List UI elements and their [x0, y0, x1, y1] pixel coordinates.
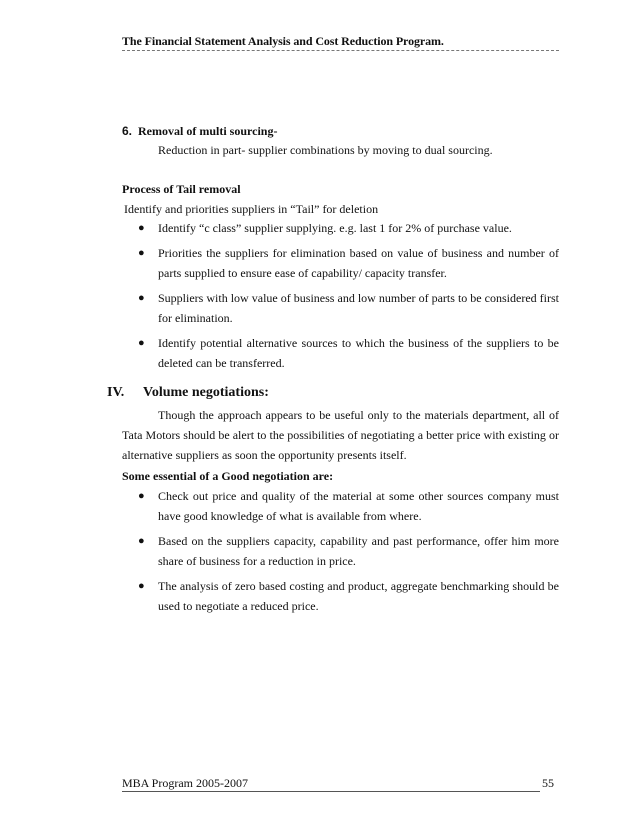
section-6-heading [122, 124, 277, 139]
process-intro: Identify and priorities suppliers in “Tail” for deletion [124, 202, 379, 216]
bullet-icon: ● [138, 490, 145, 502]
list-item-text: Suppliers with low value of business and low number of parts to be considered first for elimination. [158, 291, 559, 325]
process-heading: Process of Tail removal [122, 182, 241, 196]
section-4-paragraph [122, 405, 559, 465]
bullet-icon: ● [138, 580, 145, 592]
process-bullet-list [133, 218, 559, 378]
section-4-number: IV. [107, 385, 125, 400]
list-item-text: The analysis of zero based costing and product, aggregate benchmarking should be used to negotiate a reduced price. [158, 579, 559, 613]
list-item [133, 576, 559, 616]
section-4-title: Volume negotiations: [143, 385, 269, 400]
header-divider [122, 50, 559, 51]
bullet-icon: ● [138, 535, 145, 547]
section-6-number: 6. [122, 124, 133, 138]
essential-heading: Some essential of a Good negotiation are: [122, 469, 334, 483]
list-item-text: Based on the suppliers capacity, capability and past performance, offer him more share of business for a reduction in price. [158, 534, 559, 568]
bullet-icon: ● [138, 222, 145, 234]
list-item-text: Priorities the suppliers for elimination based on value of business and number of parts supplied to ensure ease of capability/ capacity transfer. [158, 246, 559, 280]
section-6-description: Reduction in part- supplier combinations by moving to dual sourcing. [158, 143, 493, 157]
bullet-icon: ● [138, 247, 145, 259]
section-4-heading [107, 385, 269, 401]
section-6-title: Removal of multi sourcing- [138, 124, 278, 138]
paragraph-text: Though the approach appears to be useful only to the materials department, all of Tata Motors should be alert to the possibilities of negotiating a better price with existing or alternative suppliers as soon the opportunity presents itself. [122, 408, 559, 462]
list-item [133, 333, 559, 373]
list-item [133, 531, 559, 571]
list-item-text: Identify “c class” supplier supplying. e.g. last 1 for 2% of purchase value. [158, 221, 512, 235]
footer-program: MBA Program 2005-2007 [122, 776, 248, 790]
bullet-icon: ● [138, 337, 145, 349]
list-item [133, 243, 559, 283]
list-item-text: Identify potential alternative sources to which the business of the suppliers to be deleted can be transferred. [158, 336, 559, 370]
bullet-icon: ● [138, 292, 145, 304]
header-title: The Financial Statement Analysis and Cost Reduction Program. [122, 34, 444, 48]
page-number: 55 [542, 776, 554, 790]
list-item [133, 486, 559, 526]
negotiation-bullet-list [133, 486, 559, 621]
footer-divider [122, 791, 540, 792]
list-item [133, 288, 559, 328]
list-item [133, 218, 559, 238]
list-item-text: Check out price and quality of the material at some other sources company must have good knowledge of what is available from where. [158, 489, 559, 523]
